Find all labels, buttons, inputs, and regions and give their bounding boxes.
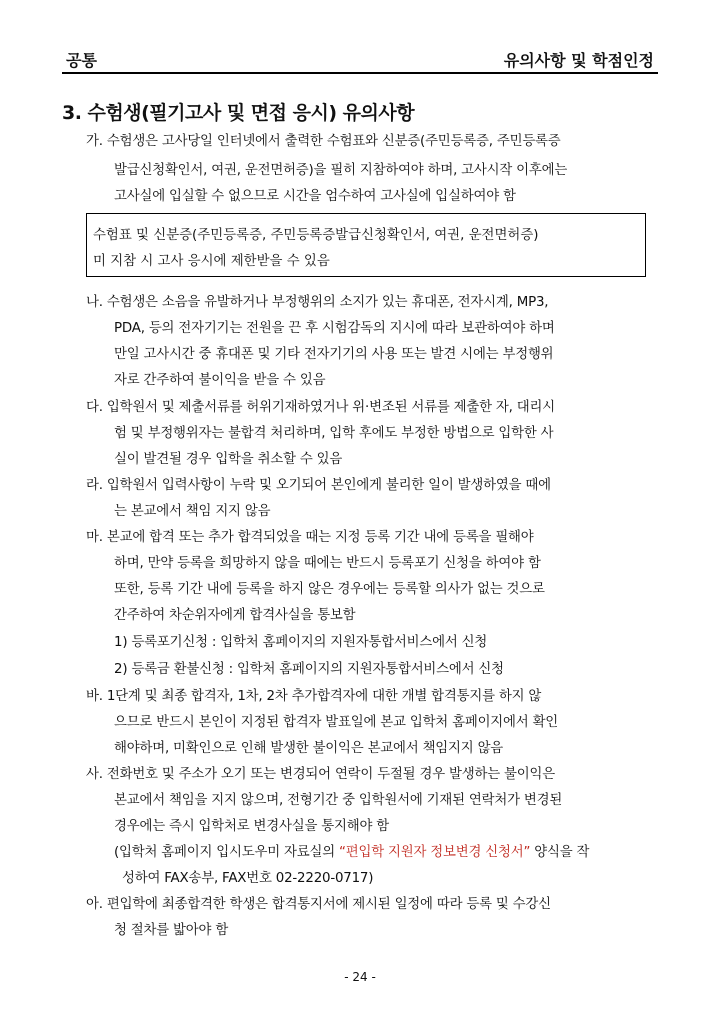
item-a-line-2: 청 절차를 밟아야 함	[114, 923, 229, 938]
item-ba-line-3: 해야하며, 미확인으로 인해 발생한 불이익은 본교에서 책임지지 않음	[114, 741, 504, 756]
item-ra-line-2: 는 본교에서 책임 지지 않음	[114, 504, 271, 519]
item-da-line-1: 다. 입학원서 및 제출서류를 허위기재하였거나 위·변조된 서류를 제출한 자, 대리시	[86, 400, 555, 415]
item-sa-line-2: 본교에서 책임을 지지 않으며, 전형기간 중 입학원서에 기재된 연락처가 변경된	[114, 793, 563, 808]
item-ra-line-1: 라. 입학원서 입력사항이 누락 및 오기되어 본인에게 불리한 일이 발생하였을 때에	[86, 478, 551, 493]
item-da-line-2: 험 및 부정행위자는 불합격 처리하며, 입학 후에도 부정한 방법으로 입학한 사	[114, 426, 554, 441]
item-ma-sub-2: 2) 등록금 환불신청 : 입학처 홈페이지의 지원자통합서비스에서 신청	[114, 662, 504, 677]
section-title: 3. 수험생(필기고사 및 면접 응시) 유의사항	[62, 102, 415, 124]
item-ma-line-4: 간주하여 차순위자에게 합격사실을 통보함	[114, 608, 356, 623]
item-a-line-1: 아. 편입학에 최종합격한 학생은 합격통지서에 제시된 일정에 따라 등록 및 수강신	[86, 897, 551, 912]
item-sa-note-line-1	[114, 841, 589, 860]
item-sa-note-before: (입학처 홈페이지 입시도우미 자료실의	[114, 845, 340, 860]
item-ba-line-1: 바. 1단계 및 최종 합격자, 1차, 2차 추가합격자에 대한 개별 합격통지를 하지 않	[86, 689, 542, 704]
header-left-label: 공통	[66, 51, 97, 70]
item-ga-line-3: 고사실에 입실할 수 없으므로 시간을 엄수하여 고사실에 입실하여야 함	[114, 189, 516, 204]
notice-box-line-1: 수험표 및 신분증(주민등록증, 주민등록증발급신청확인서, 여권, 운전면허증)	[93, 228, 539, 243]
item-ma-line-3: 또한, 등록 기간 내에 등록을 하지 않은 경우에는 등록할 의사가 없는 것으로	[114, 582, 545, 597]
item-sa-line-1: 사. 전화번호 및 주소가 오기 또는 변경되어 연락이 두절될 경우 발생하는 불이익은	[86, 767, 555, 782]
item-ma-line-2: 하며, 만약 등록을 희망하지 않을 때에는 반드시 등록포기 신청을 하여야 함	[114, 556, 541, 571]
item-sa-note-line-2: 성하여 FAX송부, FAX번호 02-2220-0717)	[122, 871, 374, 886]
item-ma-sub-1: 1) 등록포기신청 : 입학처 홈페이지의 지원자통합서비스에서 신청	[114, 635, 488, 650]
header-right-label: 유의사항 및 학점인정	[503, 51, 654, 70]
item-ga-line-2: 발급신청확인서, 여권, 운전면허증)을 필히 지참하여야 하며, 고사시작 이후에는	[114, 163, 568, 178]
item-ba-line-2: 으므로 반드시 본인이 지정된 합격자 발표일에 본교 입학처 홈페이지에서 확인	[114, 715, 559, 730]
item-ga-line-1: 가. 수험생은 고사당일 인터넷에서 출력한 수험표와 신분증(주민등록증, 주민등록증	[86, 134, 561, 149]
item-na-line-1: 나. 수험생은 소음을 유발하거나 부정행위의 소지가 있는 휴대폰, 전자시계, MP3,	[86, 295, 549, 310]
form-name-highlight: “편입학 지원자 정보변경 신청서”	[339, 845, 531, 860]
notice-box	[86, 213, 646, 277]
item-ma-line-1: 마. 본교에 합격 또는 추가 합격되었을 때는 지정 등록 기간 내에 등록을 필해야	[86, 530, 534, 545]
item-na-line-3: 만일 고사시간 중 휴대폰 및 기타 전자기기의 사용 또는 발견 시에는 부정행위	[114, 347, 554, 362]
item-sa-line-3: 경우에는 즉시 입학처로 변경사실을 통지해야 함	[114, 819, 389, 834]
item-da-line-3: 실이 발견될 경우 입학을 취소할 수 있음	[114, 452, 343, 467]
item-na-line-2: PDA, 등의 전자기기는 전원을 끈 후 시험감독의 지시에 따라 보관하여야 하며	[114, 321, 555, 336]
page-header	[62, 48, 658, 74]
item-na-line-4: 자로 간주하여 불이익을 받을 수 있음	[114, 373, 326, 388]
item-sa-note-after: 양식을 작	[530, 845, 590, 860]
notice-box-line-2: 미 지참 시 고사 응시에 제한받을 수 있음	[93, 254, 330, 269]
page-number: - 24 -	[344, 970, 376, 984]
